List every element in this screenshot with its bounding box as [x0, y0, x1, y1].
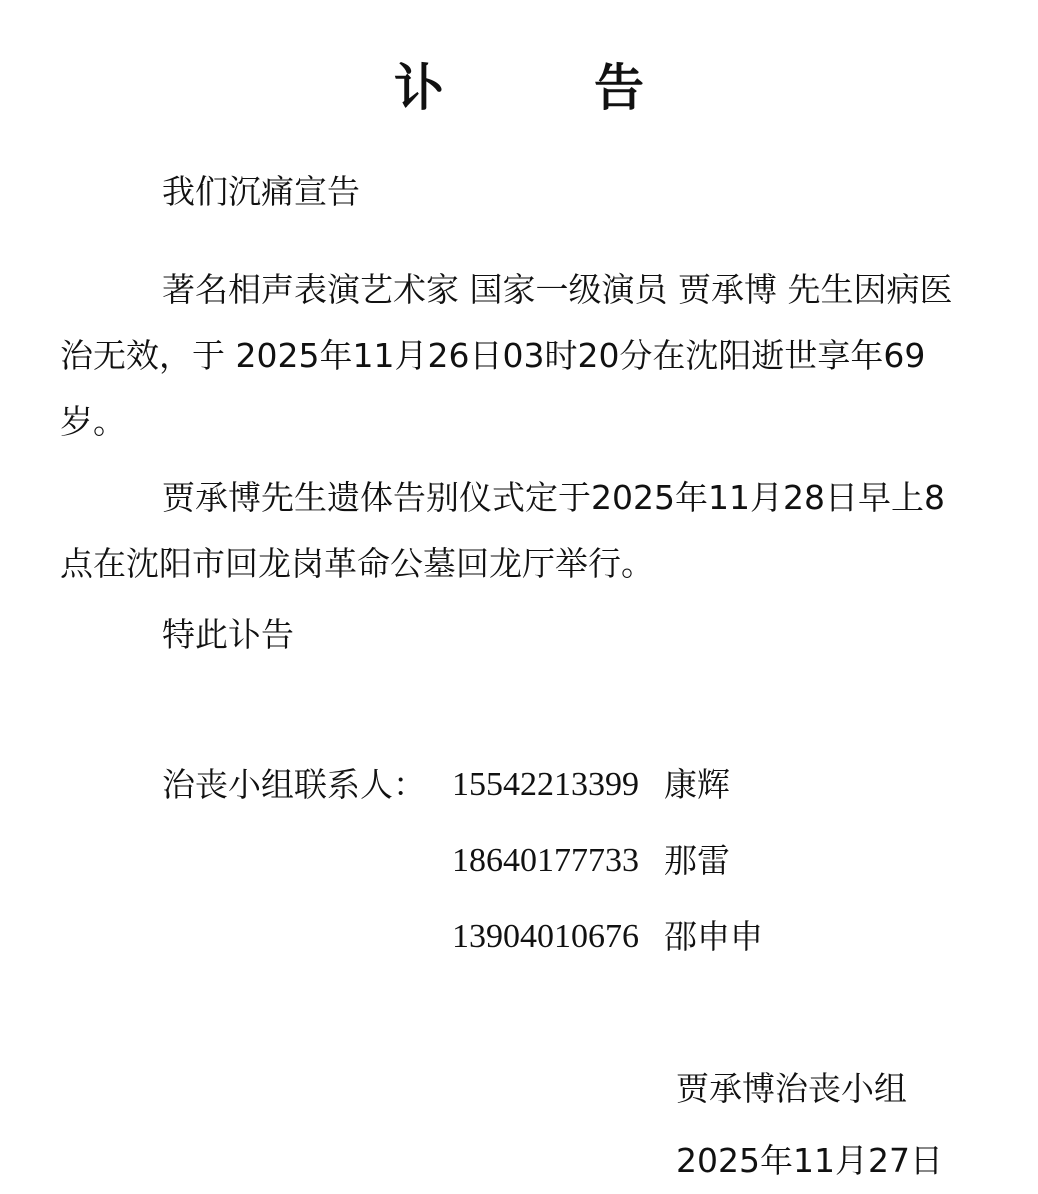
contact-row: [162, 904, 962, 980]
contact-phone: 15542213399: [452, 766, 639, 803]
signature-committee: 贾承博治丧小组: [676, 1069, 907, 1108]
closing-line: 特此讣告: [162, 615, 294, 654]
contact-label: 治丧小组联系人：: [162, 765, 426, 804]
contact-phone: 13904010676: [452, 918, 639, 955]
contact-row: [162, 752, 962, 828]
contact-list: [162, 752, 962, 980]
page-title: 讣 告: [394, 59, 694, 117]
farewell-ceremony-paragraph: 贾承博先生遗体告别仪式定于2025年11月28日早上8点在沈阳市回龙岗革命公墓回龙厅举行。: [60, 478, 945, 583]
contact-row: [162, 828, 962, 904]
contact-phone: 18640177733: [452, 842, 639, 879]
signature-date: 2025年11月27日: [676, 1141, 943, 1180]
contact-name: 邵申申: [664, 917, 763, 956]
contact-name: 那雷: [664, 841, 730, 880]
announcement-paragraph: 著名相声表演艺术家 国家一级演员 贾承博 先生因病医治无效，于 2025年11月26日03时20分在沈阳逝世享年69岁。: [60, 270, 953, 441]
opening-line: 我们沉痛宣告: [162, 172, 360, 211]
contact-name: 康辉: [664, 765, 730, 804]
